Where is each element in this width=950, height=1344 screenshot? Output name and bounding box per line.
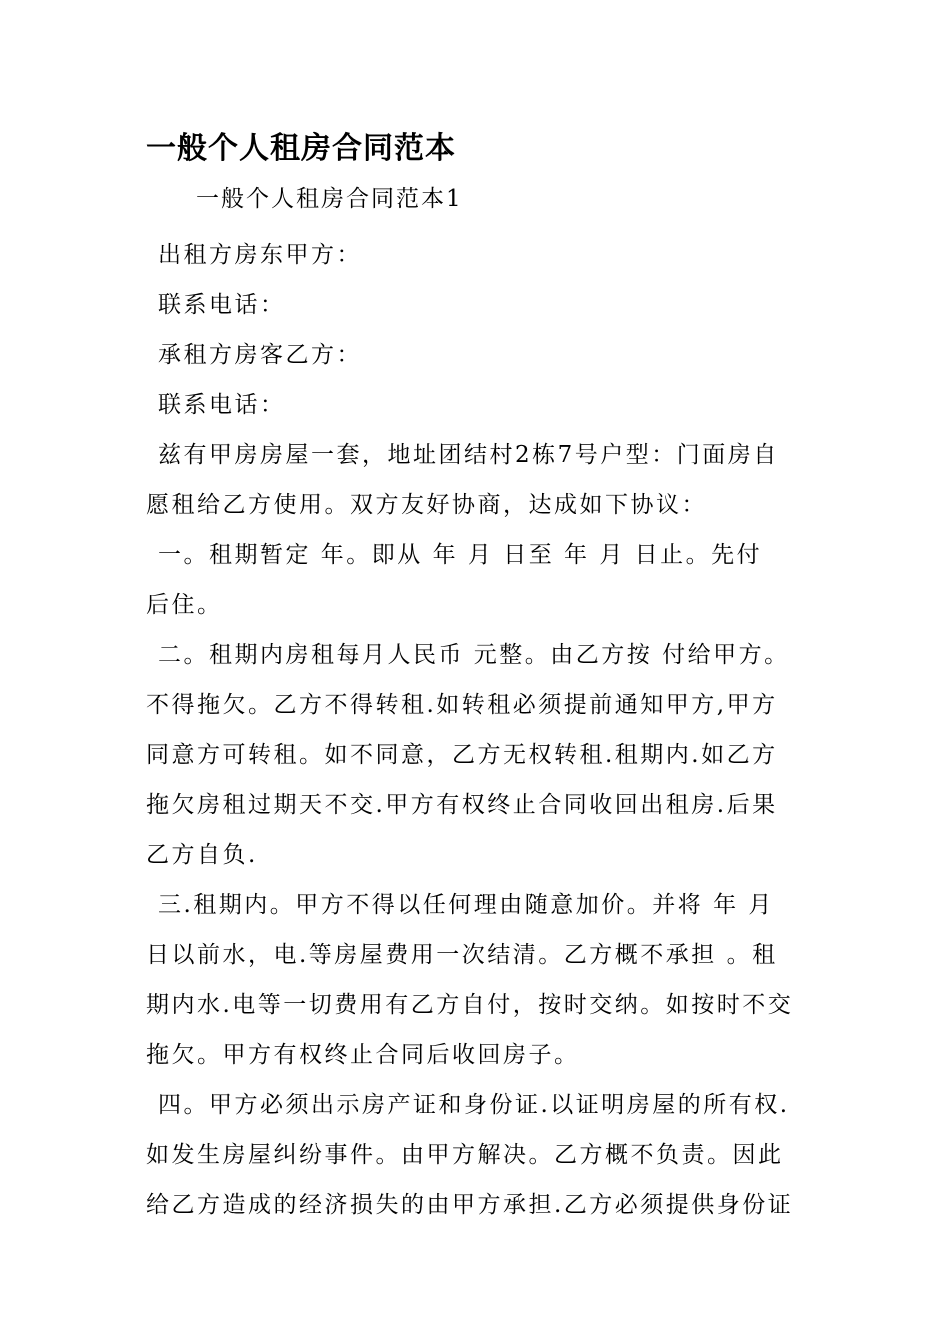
text-line: 拖欠。甲方有权终止合同后收回房子。 <box>146 1042 580 1068</box>
text-line: 如发生房屋纠纷事件。由甲方解决。乙方概不负责。因此 <box>146 1142 784 1168</box>
text-line: 联系电话： <box>158 392 286 418</box>
text-line: 不得拖欠。乙方不得转租.如转租必须提前通知甲方,甲方 <box>146 692 778 718</box>
text-line: 给乙方造成的经济损失的由甲方承担.乙方必须提供身份证 <box>146 1192 794 1218</box>
text-line: 二。租期内房租每月人民币 元整。由乙方按 付给甲方。 <box>158 642 790 668</box>
text-line: 愿租给乙方使用。双方友好协商，达成如下协议： <box>146 492 707 518</box>
document-title: 一般个人租房合同范本 <box>146 131 456 166</box>
text-line: 承租方房客乙方： <box>158 342 362 368</box>
text-line: 期内水.电等一切费用有乙方自付，按时交纳。如按时不交 <box>146 992 794 1018</box>
text-line: 一。租期暂定 年。即从 年 月 日至 年 月 日止。先付 <box>158 542 763 568</box>
text-line: 四。甲方必须出示房产证和身份证.以证明房屋的所有权. <box>158 1092 790 1118</box>
text-line: 乙方自负. <box>146 842 258 868</box>
document-body <box>146 230 796 1230</box>
text-line: 三.租期内。甲方不得以任何理由随意加价。并将 年 月 <box>158 892 774 918</box>
text-line: 出租方房东甲方： <box>158 242 362 268</box>
text-line: 同意方可转租。如不同意，乙方无权转租.租期内.如乙方 <box>146 742 778 768</box>
text-line: 兹有甲房房屋一套，地址团结村2栋7号户型：门面房自 <box>158 442 779 468</box>
text-line: 拖欠房租过期天不交.甲方有权终止合同收回出租房.后果 <box>146 792 778 818</box>
document-subtitle: 一般个人租房合同范本1 <box>196 186 463 212</box>
text-line: 联系电话： <box>158 292 286 318</box>
text-line: 日以前水，电.等房屋费用一次结清。乙方概不承担 。租 <box>146 942 778 968</box>
text-line: 后住。 <box>146 592 223 618</box>
